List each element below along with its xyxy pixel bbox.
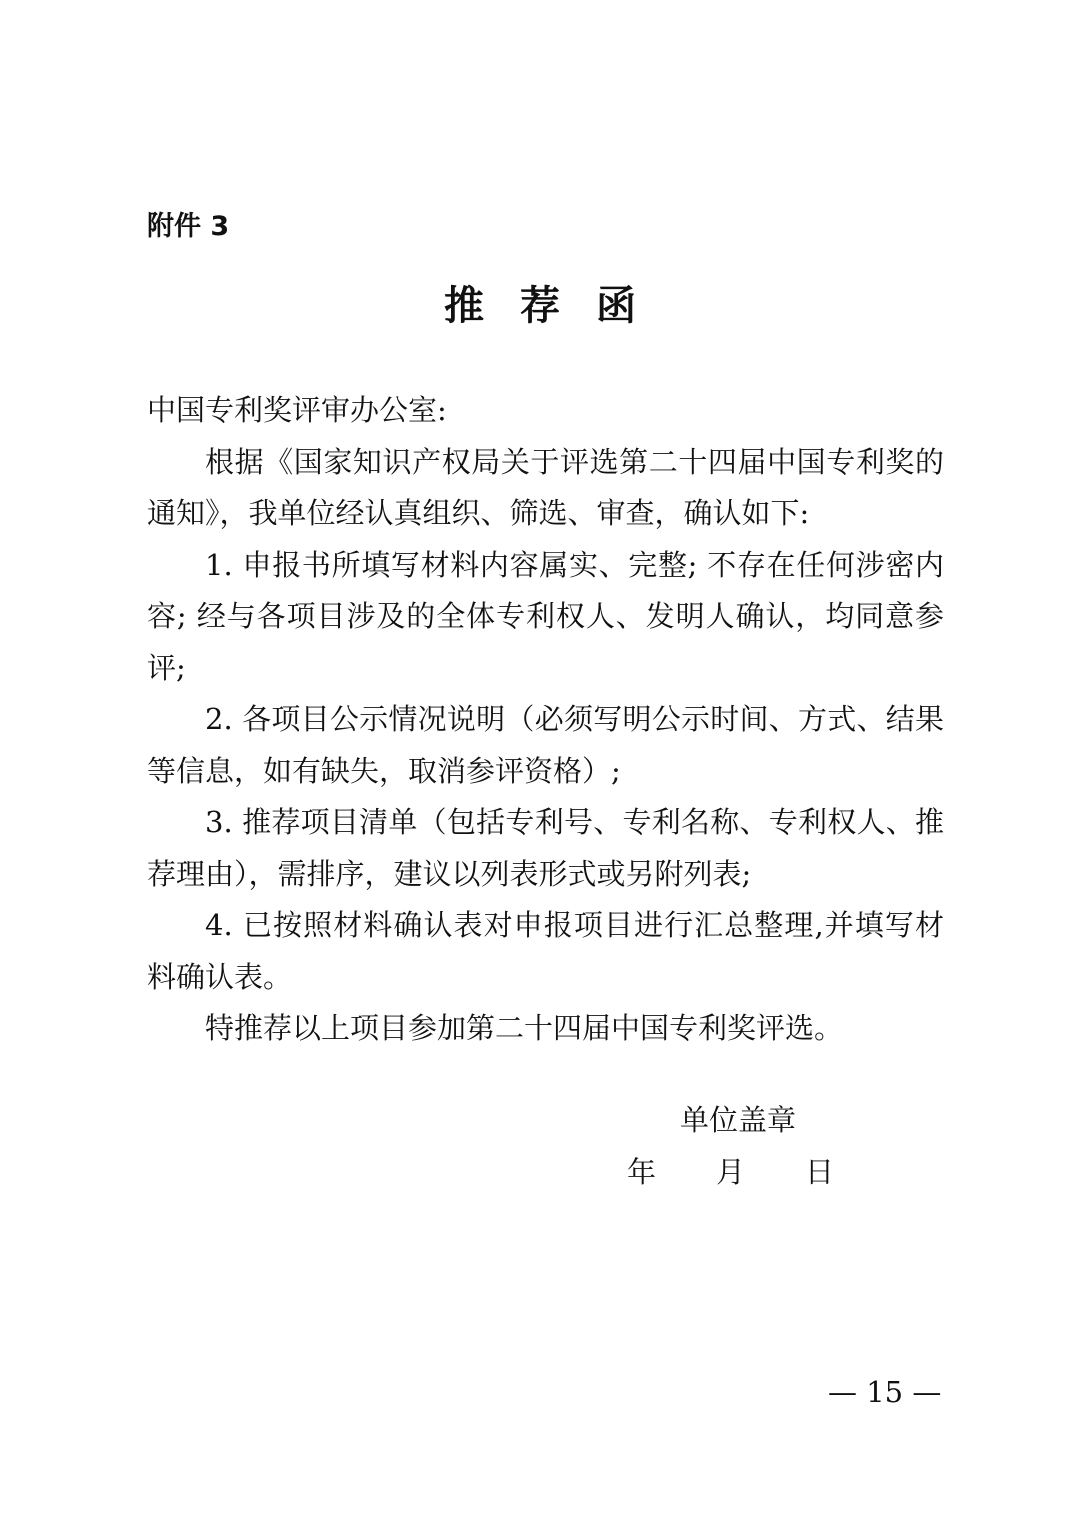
- list-item-2: 2. 各项目公示情况说明（必须写明公示时间、方式、结果等信息，如有缺失，取消参评资格）;: [147, 702, 944, 788]
- salutation: 中国专利奖评审办公室:: [147, 393, 447, 427]
- closing-paragraph: 特推荐以上项目参加第二十四届中国专利奖评选。: [205, 1011, 844, 1045]
- list-item-3: 3. 推荐项目清单（包括专利号、专利名称、专利权人、推荐理由），需排序，建议以列表形式或另附列表;: [147, 805, 944, 891]
- letter-body: [147, 385, 944, 1055]
- intro-paragraph: 根据《国家知识产权局关于评选第二十四届中国专利奖的通知》，我单位经认真组织、筛选、审查，确认如下:: [147, 444, 944, 530]
- list-item-4: 4. 已按照材料确认表对申报项目进行汇总整理,并填写材料确认表。: [147, 908, 944, 994]
- document-title: 推荐函: [444, 283, 672, 329]
- date-day: 日: [805, 1155, 835, 1189]
- list-item-1: 1. 申报书所填写材料内容属实、完整; 不存在任何涉密内容; 经与各项目涉及的全体专利权人、发明人确认，均同意参评;: [147, 547, 944, 685]
- date-year: 年: [627, 1155, 657, 1189]
- attachment-label: 附件 3: [147, 211, 230, 242]
- page-number: — 15 —: [828, 1375, 942, 1409]
- unit-seal-label: 单位盖章: [680, 1103, 797, 1137]
- date-month: 月: [716, 1155, 746, 1189]
